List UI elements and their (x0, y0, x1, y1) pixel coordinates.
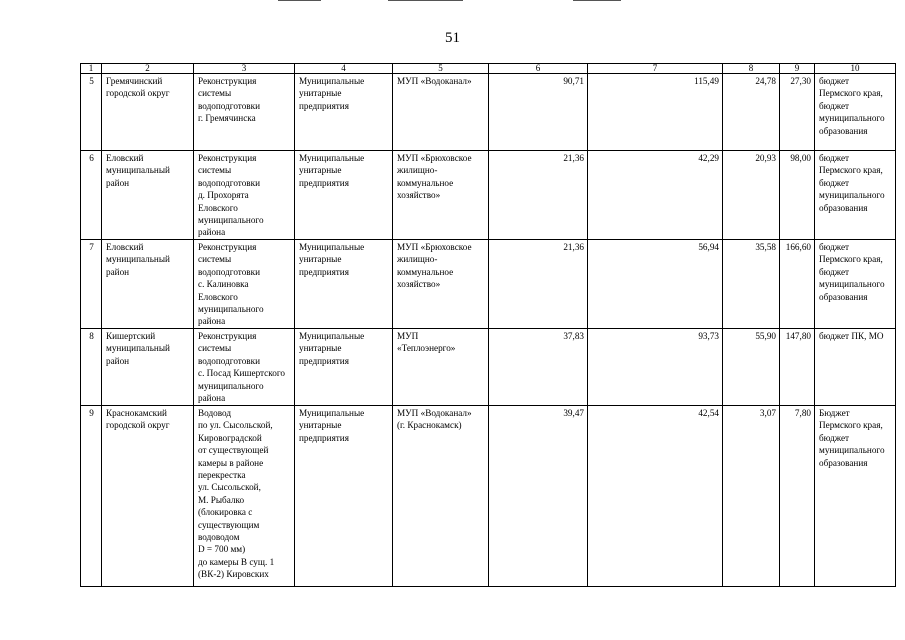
top-rule-3 (573, 0, 621, 1)
page-number: 51 (445, 30, 460, 46)
ownership-form-cell: Муниципальные унитарные предприятия (295, 151, 393, 240)
col-header-1: 1 (81, 64, 102, 74)
table-row (81, 329, 896, 406)
object-cell: Реконструкция системы водоподготовки г. Гремячинска (194, 74, 295, 151)
territory-cell: Еловский муниципальный район (102, 151, 194, 240)
value-col-8: 3,07 (723, 406, 780, 587)
value-col-6: 21,36 (489, 240, 588, 329)
organization-cell: МУП «Брюховское жилищно- коммунальное хозяйство» (393, 151, 489, 240)
top-rule-1 (278, 0, 321, 1)
ownership-form-cell: Муниципальные унитарные предприятия (295, 74, 393, 151)
territory-cell: Краснокамский городской округ (102, 406, 194, 587)
col-header-7: 7 (588, 64, 723, 74)
ownership-form-cell: Муниципальные унитарные предприятия (295, 329, 393, 406)
value-col-6: 90,71 (489, 74, 588, 151)
funding-source-cell: бюджет Пермского края, бюджет муниципального образования (815, 74, 896, 151)
value-col-7: 42,54 (588, 406, 723, 587)
data-table (80, 63, 896, 587)
object-cell: Реконструкция системы водоподготовки с. Калиновка Еловского муниципального района (194, 240, 295, 329)
object-cell: Реконструкция системы водоподготовки д. Прохорята Еловского муниципального района (194, 151, 295, 240)
funding-source-cell: бюджет Пермского края, бюджет муниципального образования (815, 240, 896, 329)
row-number: 9 (81, 406, 102, 587)
value-col-8: 35,58 (723, 240, 780, 329)
table-row (81, 151, 896, 240)
row-number: 5 (81, 74, 102, 151)
value-col-6: 39,47 (489, 406, 588, 587)
col-header-10: 10 (815, 64, 896, 74)
object-cell: Водовод по ул. Сысольской, Кировоградской от существующей камеры в районе перекрестка ул. Сысольской, М. Рыбалко (блокировка с существующим водоводом D = 700 мм) до камеры В сущ. 1 (ВК-2) Кировских (194, 406, 295, 587)
table-row (81, 406, 896, 587)
value-col-9: 27,30 (780, 74, 815, 151)
object-cell: Реконструкция системы водоподготовки с. Посад Кишертского муниципального района (194, 329, 295, 406)
territory-cell: Еловский муниципальный район (102, 240, 194, 329)
organization-cell: МУП «Теплоэнерго» (393, 329, 489, 406)
funding-source-cell: бюджет Пермского края, бюджет муниципального образования (815, 151, 896, 240)
value-col-6: 21,36 (489, 151, 588, 240)
row-number: 8 (81, 329, 102, 406)
row-number: 6 (81, 151, 102, 240)
funding-source-cell: Бюджет Пермского края, бюджет муниципального образования (815, 406, 896, 587)
ownership-form-cell: Муниципальные унитарные предприятия (295, 240, 393, 329)
col-header-4: 4 (295, 64, 393, 74)
col-header-3: 3 (194, 64, 295, 74)
value-col-9: 166,60 (780, 240, 815, 329)
value-col-7: 115,49 (588, 74, 723, 151)
value-col-7: 93,73 (588, 329, 723, 406)
organization-cell: МУП «Водоканал» (393, 74, 489, 151)
value-col-9: 98,00 (780, 151, 815, 240)
row-number: 7 (81, 240, 102, 329)
organization-cell: МУП «Брюховское жилищно- коммунальное хозяйство» (393, 240, 489, 329)
table-row (81, 240, 896, 329)
value-col-8: 55,90 (723, 329, 780, 406)
value-col-8: 24,78 (723, 74, 780, 151)
value-col-9: 147,80 (780, 329, 815, 406)
value-col-7: 42,29 (588, 151, 723, 240)
value-col-7: 56,94 (588, 240, 723, 329)
header-row (81, 64, 896, 74)
ownership-form-cell: Муниципальные унитарные предприятия (295, 406, 393, 587)
col-header-9: 9 (780, 64, 815, 74)
value-col-9: 7,80 (780, 406, 815, 587)
territory-cell: Гремячинский городской округ (102, 74, 194, 151)
funding-source-cell: бюджет ПК, МО (815, 329, 896, 406)
top-rule-2 (388, 0, 463, 1)
value-col-6: 37,83 (489, 329, 588, 406)
organization-cell: МУП «Водоканал» (г. Краснокамск) (393, 406, 489, 587)
col-header-5: 5 (393, 64, 489, 74)
table-row (81, 74, 896, 151)
territory-cell: Кишертский муниципальный район (102, 329, 194, 406)
col-header-6: 6 (489, 64, 588, 74)
col-header-8: 8 (723, 64, 780, 74)
value-col-8: 20,93 (723, 151, 780, 240)
col-header-2: 2 (102, 64, 194, 74)
